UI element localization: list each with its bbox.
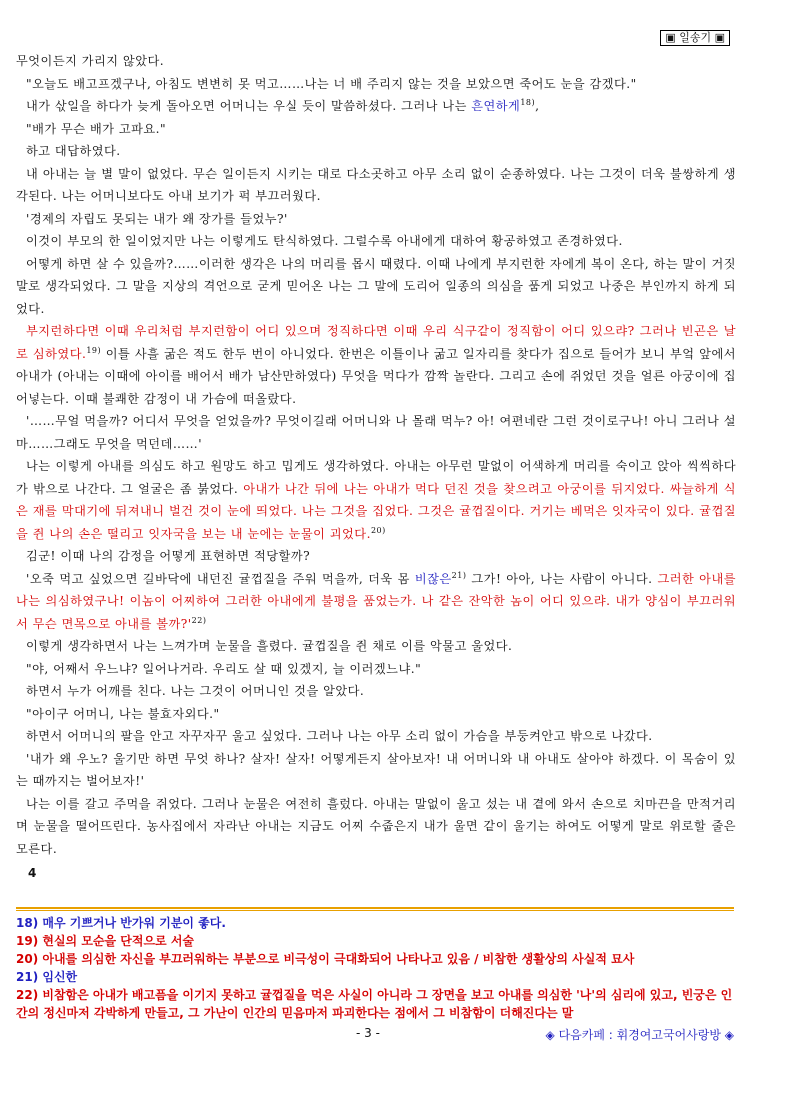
paragraph-text: 흔연하게 bbox=[471, 99, 521, 113]
paragraph bbox=[16, 140, 736, 163]
paragraph-text: 하면서 어머니의 팔을 안고 자꾸자꾸 울고 싶었다. 그러나 나는 아무 소리 없이 가슴을 부둥켜안고 밖으로 나갔다. bbox=[26, 729, 653, 743]
paragraph bbox=[16, 118, 736, 141]
footnote-item: 19) 현실의 모순을 단적으로 서술 bbox=[16, 934, 194, 948]
paragraph bbox=[16, 680, 736, 703]
paragraph-text: 하면서 누가 어깨를 친다. 나는 그것이 어머니인 것을 알았다. bbox=[26, 684, 365, 698]
paragraph-text: 나는 이를 갈고 주먹을 쥐었다. 그러나 눈물은 여전히 흘렀다. 아내는 말없이 울고 섰는 내 곁에 와서 손으로 치마끈을 만적거리며 눈물을 떨어뜨린다. 농사집에서 자라난 아내는 지금도 어찌 수줍은지 내가 울면 같이 울기는 하여도 어떻게 말로 위로할 줄은 모른다. bbox=[16, 796, 736, 856]
paragraph-text: '내가 왜 우노? 울기만 하면 무엇 하나? 살자! 살자! 어떻게든지 살아보자! 내 어머니와 내 아내도 살아야 하겠다. 이 목숨이 있는 때까지는 벌어보자!' bbox=[16, 751, 736, 788]
page-number: - 3 - bbox=[356, 1026, 380, 1040]
paragraph-text: 이것이 부모의 한 일이었지만 나는 이렇게도 탄식하였다. 그럴수록 아내에게 대하여 황공하였고 존경하였다. bbox=[26, 234, 623, 248]
paragraph-text: '……무얼 먹을까? 어디서 무엇을 얻었을까? 무엇이길래 어머니와 나 몰래 먹누? 아! 여편네란 그런 것이로구나! 아니 그러나 설마……그래도 무엇을 먹던데……' bbox=[16, 414, 736, 451]
paragraph bbox=[16, 455, 736, 545]
paragraph bbox=[16, 545, 736, 568]
footnote-item: 20) 아내를 의심한 자신을 부끄러워하는 부분으로 비극성이 극대화되어 나타나고 있음 / 비참한 생활상의 사실적 묘사 bbox=[16, 952, 635, 966]
paragraph bbox=[16, 635, 736, 658]
footnote-divider bbox=[16, 907, 734, 909]
footnotes-section bbox=[16, 914, 738, 1022]
paragraph-text: '오죽 먹고 싶었으면 길바닥에 내던진 귤껍질을 주워 먹을까, 더욱 몸 bbox=[26, 571, 415, 586]
paragraph-text: 김군! 이때 나의 감정을 어떻게 표현하면 적당할까? bbox=[26, 549, 311, 563]
footnote-item: 21) 임신한 bbox=[16, 970, 78, 984]
paragraph-text: 내 아내는 늘 별 말이 없었다. 무슨 일이든지 시키는 대로 다소곳하고 아무 소리 없이 순종하였다. 나는 그것이 더욱 불쌍하게 생각된다. 나는 어머니보다도 아내 보기가 퍽 부끄러웠다. bbox=[16, 166, 736, 203]
page-footer bbox=[16, 1026, 734, 1044]
footnote-ref: 20) bbox=[370, 525, 386, 535]
paragraph bbox=[16, 50, 736, 73]
paragraph bbox=[16, 163, 736, 208]
paragraph bbox=[16, 230, 736, 253]
paragraph-text: 내가 삯일을 하다가 늦게 돌아오면 어머니는 우실 듯이 말씀하셨다. 그러나 나는 bbox=[26, 99, 472, 113]
paragraph bbox=[16, 320, 736, 410]
document-header-label: ▣ 일송기 ▣ bbox=[660, 30, 730, 46]
paragraph-text: '경제의 자립도 못되는 내가 왜 장가를 들었누?' bbox=[26, 211, 288, 226]
paragraph bbox=[16, 253, 736, 321]
paragraph-text: 그러한 아내를 나는 의심하였구나! 이놈이 어찌하여 그러한 아내에게 불평을 품었는가. 나 같은 잔악한 놈이 어디 있으랴. 내가 양심이 부끄러워서 무슨 면목으로 아내를 볼까?' bbox=[16, 571, 736, 631]
footnote-ref: 22) bbox=[191, 615, 207, 625]
paragraph-text: 어떻게 하면 살 수 있을까?……이러한 생각은 나의 머리를 몹시 때렸다. 이때 나에게 부지런한 자에게 복이 온다, 하는 말이 거짓말로 생각되었다. 그 말을 지상의 격언으로 굳게 믿어온 나는 그 말에 도리어 일종의 의심을 품게 되었고 나중은 부인까지 하게 되었다. bbox=[16, 256, 736, 316]
paragraph bbox=[16, 748, 736, 793]
paragraph-text: "오늘도 배고프겠구나, 아침도 변변히 못 먹고……나는 너 배 주리지 않는 것을 보았으면 죽어도 눈을 감겠다." bbox=[26, 76, 637, 91]
paragraph-text: 하고 대답하였다. bbox=[26, 144, 121, 158]
paragraph-text: 부지런하다면 이때 우리처럼 부지런함이 어디 있으며 정직하다면 이때 우리 식구같이 정직함이 어디 있으랴? 그러나 빈곤은 날로 심하였다. bbox=[16, 324, 736, 361]
paragraph-text: 그가! 아아, 나는 사람이 아니다. bbox=[466, 571, 658, 586]
paragraph bbox=[16, 73, 736, 96]
paragraph-text: "아이구 어머니, 나는 불효자외다." bbox=[26, 706, 220, 721]
paragraph bbox=[16, 410, 736, 455]
paragraph-text: 이틀 사흘 굶은 적도 한두 번이 아니었다. 한번은 이틀이나 굶고 일자리를 찾다가 집으로 들어가 보니 부엌 앞에서 아내가 (아내는 이때에 아이를 배어서 배가 남산만하였다) 무엇을 먹다가 깜짝 놀란다. 그리고 손에 쥐었던 것을 얼른 아궁이에 집어넣는다. 이때 불쾌한 감정이 내 가슴에 떠올랐다. bbox=[16, 346, 736, 406]
paragraph bbox=[16, 703, 736, 726]
paragraph-text: 이렇게 생각하면서 나는 느껴가며 눈물을 흘렸다. 귤껍질을 쥔 채로 이를 악물고 울었다. bbox=[26, 639, 513, 653]
paragraph-text: 아내가 나간 뒤에 나는 아내가 먹다 던진 것을 찾으려고 아궁이를 뒤지었다. 싸늘하게 식은 재를 막대기에 뒤져내니 벌건 것이 눈에 띄었다. 나는 그것을 집었다. 그것은 귤껍질이다. 거기는 베먹은 잇자국이 있다. 귤껍질을 쥔 나의 손은 떨리고 잇자국을 보는 내 눈에는 눈물이 괴었다. bbox=[16, 481, 736, 541]
paragraph-text: 무엇이든지 가리지 않았다. bbox=[16, 54, 165, 68]
paragraph bbox=[16, 568, 736, 636]
paragraph-text: 비잖은 bbox=[414, 571, 452, 586]
paragraph-text: , bbox=[535, 99, 540, 113]
story-body-text bbox=[16, 50, 736, 860]
paragraph-text: 나는 이렇게 아내를 의심도 하고 원망도 하고 밉게도 생각하였다. 아내는 아무런 말없이 어색하게 머리를 숙이고 앉아 씩씩하다가 밖으로 나간다. 그 얼굴은 좀 붉었다. bbox=[16, 459, 736, 496]
footnote-item: 22) 비참함은 아내가 배고픔을 이기지 못하고 귤껍질을 먹은 사실이 아니라 그 장면을 보고 아내를 의심한 '나'의 심리에 있고, 빈궁은 인간의 정신마저 각박하게 만들고, 그 가난이 인간의 믿음마저 파괴한다는 점에서 그 비참함이 더해진다는 말 bbox=[16, 988, 733, 1020]
cafe-link[interactable]: ◈ 다음카페 : 휘경여고국어사랑방 ◈ bbox=[545, 1028, 734, 1042]
footnote-ref: 18) bbox=[520, 97, 536, 107]
paragraph-text: "야, 어째서 우느냐? 일어나거라. 우리도 살 때 있겠지, 늘 이러겠느냐." bbox=[26, 661, 422, 676]
paragraph-text: "배가 무슨 배가 고파요." bbox=[26, 121, 167, 136]
paragraph bbox=[16, 725, 736, 748]
footnote-ref: 19) bbox=[86, 345, 102, 355]
paragraph bbox=[16, 658, 736, 681]
footnote-item: 18) 매우 기쁘거나 반가워 기분이 좋다. bbox=[16, 916, 226, 930]
footnote-divider-thin bbox=[16, 910, 734, 911]
inner-page-number: 4 bbox=[28, 866, 37, 880]
paragraph bbox=[16, 95, 736, 118]
footnote-ref: 21) bbox=[451, 570, 467, 580]
paragraph bbox=[16, 208, 736, 231]
paragraph bbox=[16, 793, 736, 861]
